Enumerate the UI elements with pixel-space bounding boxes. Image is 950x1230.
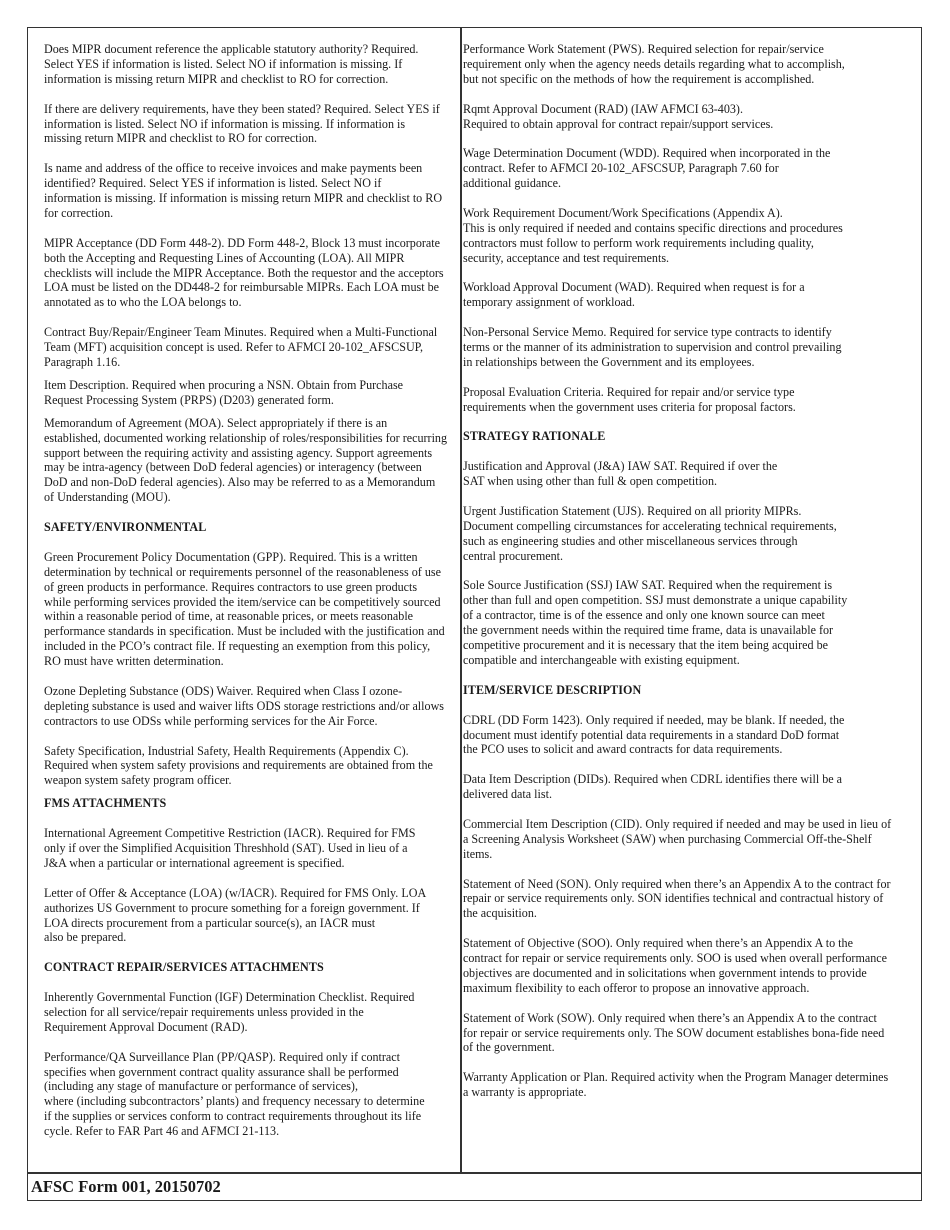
loa-item: Letter of Offer & Acceptance (LOA) (w/IACR). Required for FMS Only. LOA authorizes US Government to procure something for a foreign government. If LOA directs procurement from a particular source(s), an IACR must also be prepared. (44, 885, 427, 945)
item-service-description-heading: ITEM/SERVICE DESCRIPTION (463, 682, 642, 697)
form-footer-id: AFSC Form 001, 20150702 (31, 1177, 221, 1196)
non-personal-service-item: Non-Personal Service Memo. Required for service type contracts to identify terms or the manner of its administration to supervision and control prevailing in relationships between the Government and its employees. (463, 325, 842, 369)
proposal-evaluation-item: Proposal Evaluation Criteria. Required for repair and/or service type requirements when the government uses criteria for proposal factors. (463, 384, 796, 414)
team-minutes-item: Contract Buy/Repair/Engineer Team Minutes. Required when a Multi-Functional Team (MFT) acquisition concept is used. Refer to AFMCI 20-102_AFSCSUP, Paragraph 1.16. (44, 325, 438, 369)
ods-waiver-item: Ozone Depleting Substance (ODS) Waiver. Required when Class I ozone- depleting substance is used and waiver lifts ODS storage restrictions and/or allows contractors to use ODSs while performing services for the Air Force. (44, 683, 445, 728)
left-column (44, 42, 458, 1154)
rad-item: Rqmt Approval Document (RAD) (IAW AFMCI 63-403). Required to obtain approval for contract repair/support services. (463, 101, 774, 131)
ssj-item: Sole Source Justification (SSJ) IAW SAT. Required when the requirement is other than full and open competition. SSJ must demonstrate a unique capability of a contractor, time is of the essence and only one known source can meet the government needs within the required time frame, data is unavailable for competitive procurement and it is necessary that the item being acquired be compatible and interchangeable with existing equipment. (463, 578, 848, 667)
soo-item: Statement of Objective (SOO). Only required when there’s an Appendix A to the contract for repair or service requirements only. SOO is used when overall performance objectives are documented and in solicitations when government intends to provide maximum flexibility to each offeror to propose an innovative approach. (463, 936, 888, 995)
right-column (463, 42, 909, 1115)
pws-item: Performance Work Statement (PWS). Required selection for repair/service requirement only when the agency needs details regarding what to accomplish, but not specific on the methods of how the requirement is accomplished. (463, 42, 845, 86)
wad-item: Workload Approval Document (WAD). Required when request is for a temporary assignment of workload. (463, 280, 805, 310)
safety-environmental-heading: SAFETY/ENVIRONMENTAL (44, 520, 207, 535)
sow-item: Statement of Work (SOW). Only required when there’s an Appendix A to the contract for repair or service requirements only. The SOW document establishes bona-fide need of the government. (463, 1010, 885, 1055)
column-divider (460, 27, 462, 1173)
item-description-item: Item Description. Required when procuring a NSN. Obtain from Purchase Request Processing System (PRPS) (D203) generated form. (44, 377, 404, 407)
gpp-item: Green Procurement Policy Documentation (GPP). Required. This is a written determination by technical or requirements personnel of the reasonableness of use of green products in performance. Requires contractors to use green products while performing services provided the item/service can be competitively sourced within a reasonable period of time, at reasonable prices, or meets reasonable performance standards in specification. Must be included with the justification and included in the PCO’s contract file. If requesting an exemption from this policy, RO must have written determination. (44, 549, 445, 669)
safety-specification-item: Safety Specification, Industrial Safety, Health Requirements (Appendix C). Required when system safety provisions and requirements are obtained from the weapon system safety program officer. (44, 743, 433, 788)
cid-item: Commercial Item Description (CID). Only required if needed and may be used in lieu of a Screening Analysis Worksheet (SAW) when purchasing Commercial Off-the-Shelf items. (463, 816, 892, 861)
ja-item: Justification and Approval (J&A) IAW SAT. Required if over the SAT when using other than full & open competition. (463, 459, 778, 489)
statutory-authority-item: Does MIPR document reference the applicable statutory authority? Required. Select YES if information is listed. Select NO if information is missing. If information is missing return MIPR and checklist to RO for correction. (44, 42, 419, 86)
son-item: Statement of Need (SON). Only required when there’s an Appendix A to the contract for repair or service requirements only. SON identifies technical and contractual history of the acquisition. (463, 876, 891, 921)
work-requirement-item: Work Requirement Document/Work Specifications (Appendix A). This is only required if needed and contains specific directions and procedures contractors must follow to perform work requirements including quality, security, acceptance and test requirements. (463, 205, 843, 265)
contract-repair-heading: CONTRACT REPAIR/SERVICES ATTACHMENTS (44, 960, 324, 975)
iacr-item: International Agreement Competitive Restriction (IACR). Required for FMS only if over the Simplified Acquisition Threshhold (SAT). Used in lieu of a J&A when a particular or international agreement is specified. (44, 826, 416, 870)
igf-checklist-item: Inherently Governmental Function (IGF) Determination Checklist. Required selection for all service/repair requirements unless provided in the Requirement Approval Document (RAD). (44, 990, 415, 1034)
strategy-rationale-heading: STRATEGY RATIONALE (463, 429, 606, 444)
qasp-item: Performance/QA Surveillance Plan (PP/QASP). Required only if contract specifies when government contract quality assurance shall be performed (including any stage of manufacture or performance of services), where (including subcontractors’ plants) and frequency necessary to determine if the supplies or services conform to contract requirements throughout its life cycle. Refer to FAR Part 46 and AFMCI 21-113. (44, 1049, 425, 1139)
warranty-item: Warranty Application or Plan. Required activity when the Program Manager determines a warranty is appropriate. (463, 1070, 889, 1100)
footer-rule (27, 1172, 922, 1174)
wdd-item: Wage Determination Document (WDD). Required when incorporated in the contract. Refer to AFMCI 20-102_AFSCSUP, Paragraph 7.60 for additional guidance. (463, 146, 831, 191)
invoice-office-item: Is name and address of the office to receive invoices and make payments been identified? Required. Select YES if information is listed. Select NO if information is missing. If information is missing return MIPR and checklist to RO for correction. (44, 161, 443, 220)
fms-attachments-heading: FMS ATTACHMENTS (44, 796, 167, 811)
moa-item: Memorandum of Agreement (MOA). Select appropriately if there is an established, documented working relationship of roles/responsibilities for recurring support between the requiring activity and assisting agency. Support agreements may be intra-agency (between DoD federal agencies) or interagency (between DoD and non-DoD federal agencies). Also may be referred to as a Memorandum of Understanding (MOU). (44, 415, 448, 505)
cdrl-item: CDRL (DD Form 1423). Only required if needed, may be blank. If needed, the document must identify potential data requirements in a standard DoD format the PCO uses to solicit and award contracts for data requirements. (463, 712, 845, 757)
mipr-acceptance-item: MIPR Acceptance (DD Form 448-2). DD Form 448-2, Block 13 must incorporate both the Accepting and Requesting Lines of Accounting (LOA). All MIPR checklists will include the MIPR Acceptance. Both the requestor and the acceptors LOA must be listed on the DD448-2 for reimbursable MIPRs. Each LOA must be annotated as to who the LOA belongs to. (44, 235, 444, 310)
delivery-requirements-item: If there are delivery requirements, have they been stated? Required. Select YES if information is listed. Select NO if information is missing. If information is missing return MIPR and checklist to RO for correction. (44, 101, 440, 146)
ujs-item: Urgent Justification Statement (UJS). Required on all priority MIPRs. Document compelling circumstances for accelerating technical requirements, such as engineering studies and other miscellaneous services through central procurement. (463, 503, 837, 563)
did-item: Data Item Description (DIDs). Required when CDRL identifies there will be a delivered data list. (463, 772, 843, 802)
